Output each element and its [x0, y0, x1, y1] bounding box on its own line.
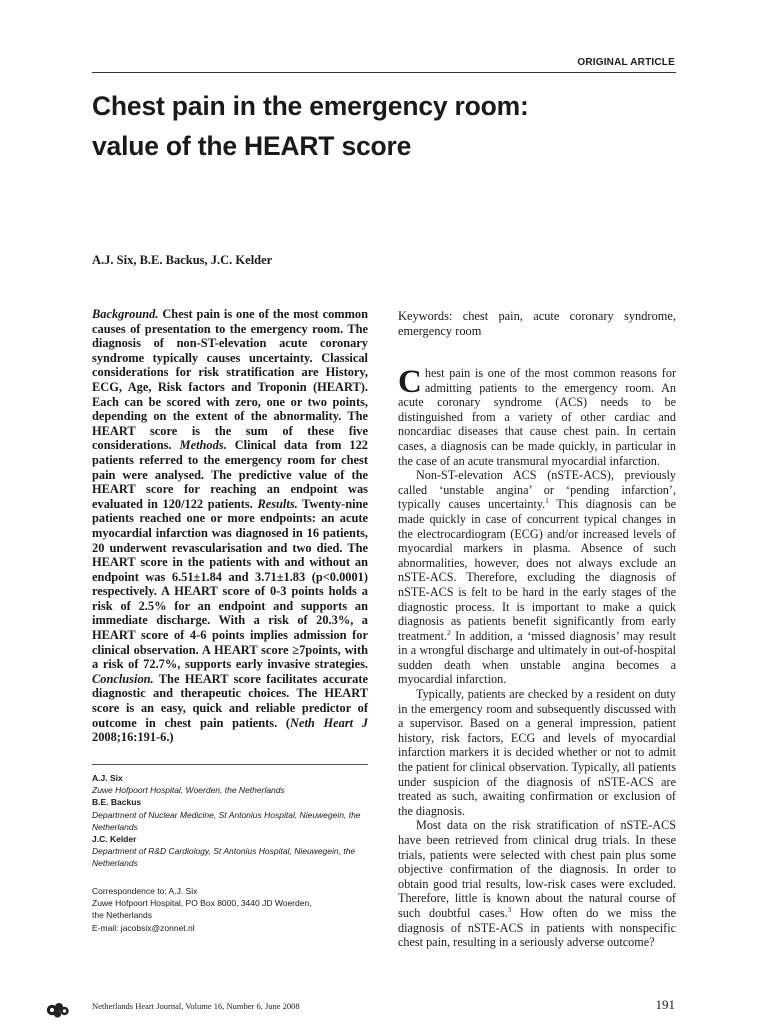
page-number: 191	[655, 997, 675, 1012]
paragraph-text: How often do we miss the diagnosis of nSTE-ACS in patients with nonspecific chest pain, resulting in a seriously adverse outcome?	[398, 905, 676, 950]
drop-cap: C	[398, 364, 422, 400]
results-text: Twenty-nine patients reached one or more endpoints: an acute myocardial infarction was diagnosed in 16 patients, 20 underwent revascularisation and two died. The HEART score in the patients with and without an endpoint was 6.51±1.84 and 3.71±1.83 (p<0.0001) respectively. A HEART score of 0-3 points holds a risk of 2.5% for an endpoint and supports an immediate discharge. With a risk of 20.3%, a HEART score of 4-6 points implies admission for clinical observation. A HEART score ≥7points, with a risk of 72.7%, supports early invasive strategies.	[92, 496, 368, 672]
conclusion-text: The HEART score facilitates accurate diagnostic and therapeutic choices. The HEART score is an easy, quick and reliable predictor of outcome in chest pain patients. (	[92, 671, 368, 730]
affiliation-name: A.J. Six	[92, 773, 123, 783]
journal-footer: Netherlands Heart Journal, Volume 16, Number 6, June 2008	[92, 1001, 300, 1011]
body-paragraph	[398, 468, 676, 687]
background-label: Background.	[92, 307, 159, 321]
header-divider	[92, 72, 676, 73]
paragraph-text: Most data on the risk stratification of nSTE-ACS have been retrieved from clinical drug trials. In these trials, patients were selected with chest pain plus some objective confirmation of the diagnosis. In order to obtain good trial results, low-risk cases were excluded. Therefore, little is known about the natural course of such doubtful cases.	[398, 818, 676, 920]
section-label: ORIGINAL ARTICLE	[577, 57, 675, 68]
paragraph-text: Typically, patients are checked by a resident on duty in the emergency room and subsequently discussed with a supervisor. Based on a general impression, patient history, risk factors, ECG and levels of myocardial infarction markers it is decided whether or not to admit the patient for clinical observation. Typically, all patients under suspicion of the diagnosis of nSTE-ACS are treated as such, awaiting confirmation or exclusion of the diagnosis.	[398, 687, 676, 818]
methods-label: Methods.	[179, 438, 227, 453]
paragraph-text: Non-ST-elevation ACS (nSTE-ACS), previously called ‘unstable angina’ or ‘pending infarction’, typically causes uncertainty.	[398, 468, 676, 512]
reference-marker: 3	[507, 905, 512, 914]
author-list: A.J. Six, B.E. Backus, J.C. Kelder	[92, 253, 273, 267]
paragraph-text: This diagnosis can be made quickly in case of concurrent typical changes in the electrocardiogram (ECG) and/or increased levels of myocardial markers in plasma. Absence of such abnormalities, however, does not always exclude an nSTE-ACS. Therefore, excluding the diagnosis of nSTE-ACS is felt to be hard in the early stages of the diagnostic process. It is important to make a quick diagnosis as patients benefit significantly from early treatment.	[398, 497, 676, 643]
reference-marker: 1	[545, 497, 549, 506]
body-paragraph	[398, 366, 676, 468]
body-paragraph	[398, 818, 676, 949]
background-text: Chest pain is one of the most common causes of presentation to the emergency room. The diagnosis of non-ST-elevation acute coronary syndrome typically causes uncertainty. Classical considerations for risk stratification are History, ECG, Age, Risk factors and Troponin (HEART). Each can be scored with zero, one or two points, depending on the extent of the abnormality. The HEART score is the sum of these five considerations.	[92, 307, 368, 453]
methods-text: Clinical data from 122 patients referred to the emergency room for chest pain were analysed. The predictive value of the HEART score for reaching an endpoint was evaluated in 120/122 patients.	[92, 438, 369, 511]
correspondence-line: the Netherlands	[92, 910, 153, 921]
affiliation-org: Department of Nuclear Medicine, St Antonius Hospital, Nieuwegein, the Netherlands	[92, 809, 361, 832]
affiliation-name: B.E. Backus	[92, 797, 142, 808]
journal-logo-icon	[45, 999, 71, 1021]
correspondence	[92, 885, 368, 934]
article-body	[398, 366, 676, 950]
title-line-1: Chest pain in the emergency room:	[92, 91, 529, 121]
affiliation-org: Zuwe Hofpoort Hospital, Woerden, the Netherlands	[92, 785, 285, 796]
affiliation-org: Department of R&D Cardiology, St Antonius Hospital, Nieuwegein, the Netherlands	[92, 846, 356, 869]
correspondence-email: E-mail: jacobsix@zonnet.nl	[92, 922, 195, 933]
citation-rest: 2008;16:191-6.)	[92, 730, 174, 745]
abstract	[92, 307, 368, 745]
affiliation-name: J.C. Kelder	[92, 834, 137, 845]
paragraph-text: hest pain is one of the most common reasons for admitting patients to the emergency room. An acute coronary syndrome (ACS) needs to be distinguished from a variety of other cardiac and noncardiac diseases that cause chest pain. In certain cases, a diagnosis can be made quickly, in particular in the case of an acute transmural myocardial infarction.	[398, 366, 676, 468]
paragraph-text: In addition, a ‘missed diagnosis’ may result in a wrongful discharge and ultimately in out-of-hospital sudden death when unstable angina becomes a myocardial infarction.	[398, 628, 676, 687]
correspondence-line: Correspondence to: A.J. Six	[92, 886, 198, 896]
body-paragraph	[398, 687, 676, 818]
conclusion-label: Conclusion.	[92, 671, 154, 686]
citation-journal: Neth Heart J	[290, 715, 368, 730]
article-title	[92, 86, 676, 166]
reference-marker: 2	[447, 628, 451, 637]
keywords: Keywords: chest pain, acute coronary syndrome, emergency room	[398, 309, 676, 338]
correspondence-line: Zuwe Hofpoort Hospital, PO Box 8000, 3440 JD Woerden,	[92, 898, 312, 909]
affiliations-divider	[92, 764, 368, 765]
results-label: Results.	[257, 496, 298, 511]
title-line-2: value of the HEART score	[92, 131, 412, 161]
affiliations	[92, 772, 368, 870]
